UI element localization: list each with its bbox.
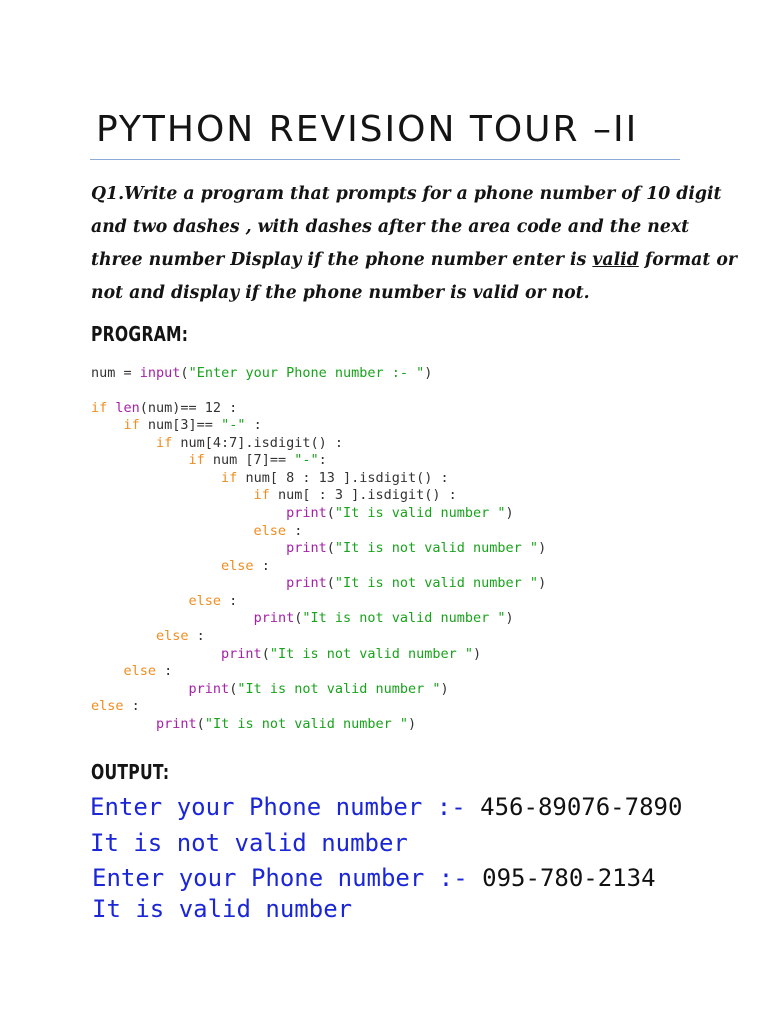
code-token: num [7]== xyxy=(212,452,295,468)
code-token: ( xyxy=(180,365,189,381)
code-indent xyxy=(91,610,254,626)
code-line xyxy=(91,609,514,627)
code-token: : xyxy=(286,523,303,539)
code-token: (num)== 12 : xyxy=(139,400,238,416)
code-string: "-" xyxy=(221,417,246,433)
code-keyword: if xyxy=(91,487,278,503)
code-token: num = xyxy=(91,365,140,381)
code-token: ) xyxy=(538,575,547,591)
page-title: PYTHON REVISION TOUR –II xyxy=(96,109,639,150)
code-line xyxy=(91,522,302,540)
code-keyword: else xyxy=(91,523,287,539)
code-line xyxy=(91,592,237,610)
code-keyword: else xyxy=(91,698,124,714)
code-builtin: print xyxy=(286,505,327,521)
code-string: "It is not valid number " xyxy=(204,716,409,732)
output-prompt: Enter your Phone number :- xyxy=(90,793,481,821)
code-token: num[ : 3 ].isdigit() : xyxy=(277,487,457,503)
code-line xyxy=(91,416,262,434)
code-token: : xyxy=(188,628,205,644)
code-token: : xyxy=(245,417,262,433)
code-token: : xyxy=(253,558,270,574)
program-heading: PROGRAM: xyxy=(91,322,189,346)
code-string: "It is not valid number " xyxy=(237,681,441,697)
code-token: ( xyxy=(196,716,205,732)
code-line xyxy=(91,557,270,575)
code-line xyxy=(91,697,140,715)
code-token: ) xyxy=(424,365,433,381)
code-line xyxy=(91,364,432,382)
code-token: ) xyxy=(408,716,417,732)
output-line xyxy=(90,791,682,823)
code-token: num[4:7].isdigit() : xyxy=(180,435,343,451)
code-line xyxy=(91,662,172,680)
code-indent xyxy=(91,646,221,662)
question-line-3 xyxy=(91,244,738,277)
output-line xyxy=(92,862,656,894)
code-indent xyxy=(91,505,286,521)
code-builtin: print xyxy=(253,610,295,626)
question-line-4: not and display if the phone number is valid or not. xyxy=(91,283,590,303)
code-token: : xyxy=(221,593,238,609)
code-string: "It is not valid number " xyxy=(269,646,474,662)
code-string: "Enter your Phone number :- " xyxy=(188,365,425,381)
code-token: : xyxy=(156,663,173,679)
code-line xyxy=(91,399,237,417)
code-keyword: else xyxy=(91,628,189,644)
code-keyword: if xyxy=(91,435,181,451)
code-string: "It is not valid number " xyxy=(334,540,539,556)
code-line xyxy=(91,504,514,522)
title-underline-rule xyxy=(90,159,680,160)
code-line xyxy=(91,645,481,663)
code-token: ( xyxy=(294,610,303,626)
code-line xyxy=(91,486,457,504)
code-token: : xyxy=(123,698,140,714)
underlined-word: valid xyxy=(592,250,639,270)
code-token: ( xyxy=(326,505,335,521)
code-line xyxy=(91,574,546,592)
question-line-3-start: three number Display if the phone number enter is xyxy=(91,250,593,270)
code-keyword: if xyxy=(91,417,148,433)
code-line xyxy=(91,680,449,698)
code-token: ( xyxy=(326,540,335,556)
code-line xyxy=(91,539,546,557)
question-text xyxy=(91,178,738,310)
code-token: ( xyxy=(229,681,238,697)
code-token: : xyxy=(318,452,327,468)
code-token: ) xyxy=(538,540,547,556)
code-keyword: if xyxy=(91,452,213,468)
code-keyword: else xyxy=(91,558,254,574)
output-line: It is valid number xyxy=(92,895,353,923)
code-token: num[ 8 : 13 ].isdigit() : xyxy=(245,470,449,486)
code-token: ) xyxy=(473,646,482,662)
code-line xyxy=(91,469,449,487)
question-line-1: Q1.Write a program that prompts for a phone number of 10 digit xyxy=(91,184,722,204)
code-builtin: input xyxy=(139,365,181,381)
code-line xyxy=(91,627,205,645)
code-keyword: else xyxy=(91,663,157,679)
code-builtin: len xyxy=(115,400,140,416)
code-keyword: else xyxy=(91,593,222,609)
code-string: "It is valid number " xyxy=(334,505,506,521)
code-token: ( xyxy=(261,646,270,662)
code-string: "-" xyxy=(294,452,319,468)
code-token: ) xyxy=(505,610,514,626)
code-token: num[3]== xyxy=(147,417,222,433)
code-keyword: if xyxy=(91,400,116,416)
output-heading: OUTPUT: xyxy=(91,760,170,784)
code-keyword: if xyxy=(91,470,246,486)
code-builtin: print xyxy=(286,540,327,556)
code-token: ) xyxy=(505,505,514,521)
code-builtin: print xyxy=(156,716,197,732)
code-line xyxy=(91,434,343,452)
code-indent xyxy=(91,575,286,591)
code-builtin: print xyxy=(188,681,230,697)
code-string: "It is not valid number " xyxy=(334,575,539,591)
code-line xyxy=(91,715,416,733)
code-token: ) xyxy=(440,681,449,697)
question-line-2: and two dashes , with dashes after the area code and the next xyxy=(91,217,690,237)
code-indent xyxy=(91,716,156,732)
output-input-value: 095-780-2134 xyxy=(482,864,656,892)
question-line-3-end: format or xyxy=(638,250,738,270)
code-builtin: print xyxy=(221,646,262,662)
code-string: "It is not valid number " xyxy=(302,610,506,626)
output-input-value: 456-89076-7890 xyxy=(480,793,683,821)
code-token: ( xyxy=(326,575,335,591)
code-builtin: print xyxy=(286,575,327,591)
output-prompt: Enter your Phone number :- xyxy=(92,864,483,892)
code-indent xyxy=(91,540,286,556)
code-indent xyxy=(91,681,189,697)
output-line: It is not valid number xyxy=(90,829,408,857)
code-line xyxy=(91,451,327,469)
